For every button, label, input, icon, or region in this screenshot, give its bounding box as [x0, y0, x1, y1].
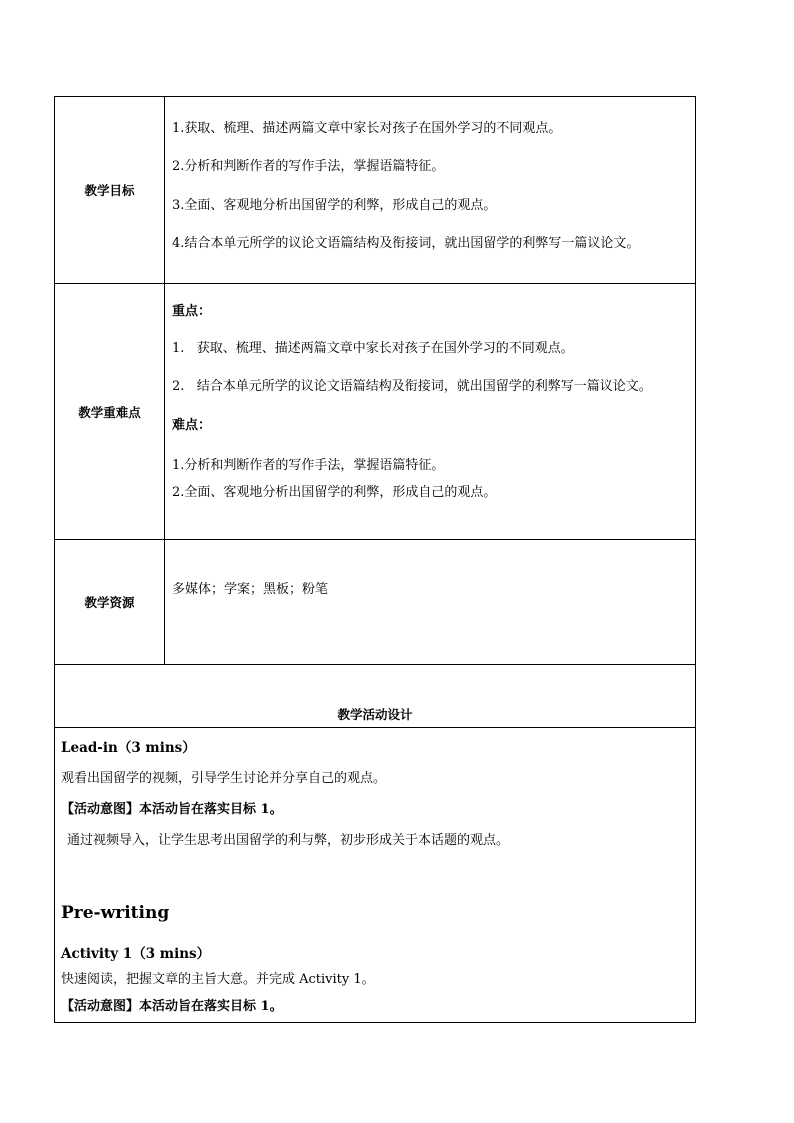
objectives-label: 教学目标	[55, 97, 165, 283]
activity-1-text: 快速阅读，把握文章的主旨大意。并完成 Activity 1。	[61, 972, 375, 987]
lead-in-heading: Lead-in（3 mins）	[61, 740, 196, 756]
resources-label: 教学资源	[55, 540, 165, 664]
difficulty-heading: 难点：	[172, 418, 212, 433]
lead-in-intent-detail: 通过视频导入，让学生思考出国留学的利与弊，初步形成关于本话题的观点。	[67, 833, 510, 848]
objective-item: 2.分析和判断作者的写作手法，掌握语篇特征。	[172, 159, 445, 174]
activity-1-heading: Activity 1（3 mins）	[61, 946, 211, 962]
objective-item: 1.获取、梳理、描述两篇文章中家长对孩子在国外学习的不同观点。	[172, 121, 562, 136]
pre-writing-heading: Pre-writing	[61, 903, 170, 923]
difficulty-item: 1.分析和判断作者的写作手法，掌握语篇特征。	[172, 458, 445, 473]
lesson-plan-table	[54, 96, 696, 1023]
activities-row	[55, 728, 695, 1022]
objectives-content	[172, 97, 689, 283]
objective-item: 4.结合本单元所学的议论文语篇结构及衔接词，就出国留学的利弊写一篇议论文。	[172, 236, 640, 251]
objective-item: 3.全面、客观地分析出国留学的利弊，形成自己的观点。	[172, 198, 497, 213]
resources-text: 多媒体；学案；黑板；粉笔	[172, 582, 329, 597]
lead-in-intent: 【活动意图】本活动旨在落实目标 1。	[61, 802, 283, 817]
objectives-row	[55, 97, 695, 284]
resources-content	[172, 540, 689, 664]
focus-heading: 重点：	[172, 304, 212, 319]
activity-1-intent: 【活动意图】本活动旨在落实目标 1。	[61, 999, 283, 1014]
focus-item: 2. 结合本单元所学的议论文语篇结构及衔接词，就出国留学的利弊写一篇议论文。	[172, 379, 652, 394]
key-points-row	[55, 284, 695, 540]
focus-item: 1. 获取、梳理、描述两篇文章中家长对孩子在国外学习的不同观点。	[172, 341, 574, 356]
resources-row	[55, 540, 695, 665]
lead-in-description: 观看出国留学的视频，引导学生讨论并分享自己的观点。	[61, 771, 387, 786]
activity-design-title: 教学活动设计	[337, 707, 413, 722]
key-points-label: 教学重难点	[55, 284, 165, 539]
activity-design-row	[55, 665, 695, 728]
difficulty-item: 2.全面、客观地分析出国留学的利弊，形成自己的观点。	[172, 485, 497, 500]
key-points-content	[172, 284, 689, 539]
